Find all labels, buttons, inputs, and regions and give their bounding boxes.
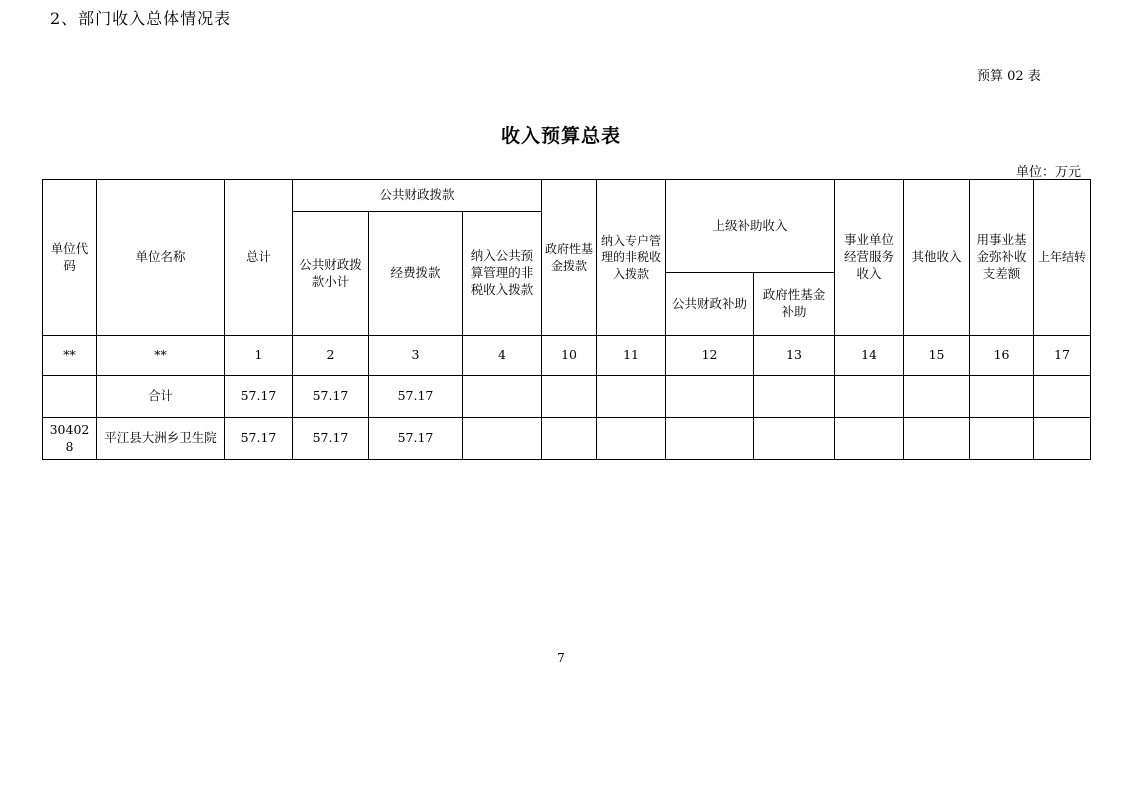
cell-total: 57.17 xyxy=(225,418,293,460)
page-title: 收入预算总表 xyxy=(500,125,621,147)
form-number: 预算 02 表 xyxy=(977,69,1041,84)
header-unit-code: 单位代码 xyxy=(43,180,97,336)
cell-public-finance-subtotal: 57.17 xyxy=(293,418,369,460)
index-cell: 14 xyxy=(835,336,904,376)
cell-empty xyxy=(666,376,754,418)
section-title: 2、部门收入总体情况表 xyxy=(50,9,232,28)
header-public-finance-subsidy: 公共财政补助 xyxy=(666,273,754,336)
page-number: 7 xyxy=(557,651,565,665)
index-cell: 12 xyxy=(666,336,754,376)
header-total: 总计 xyxy=(225,180,293,336)
header-public-finance-subtotal: 公共财政拨款小计 xyxy=(293,212,369,336)
header-non-tax-budget: 纳入公共预算管理的非税收入拨款 xyxy=(463,212,542,336)
cell-empty xyxy=(835,418,904,460)
table-row xyxy=(43,418,1091,460)
header-carryover: 上年结转 xyxy=(1034,180,1091,336)
index-cell: 15 xyxy=(904,336,970,376)
cell-empty xyxy=(542,418,597,460)
header-superior-subsidy: 上级补助收入 xyxy=(666,180,835,273)
cell-empty xyxy=(463,376,542,418)
cell-unit-name: 平江县大洲乡卫生院 xyxy=(97,418,225,460)
index-cell: 16 xyxy=(970,336,1034,376)
cell-empty xyxy=(1034,376,1091,418)
header-other-income: 其他收入 xyxy=(904,180,970,336)
header-public-finance: 公共财政拨款 xyxy=(293,180,542,212)
cell-operating-funds: 57.17 xyxy=(369,376,463,418)
cell-empty xyxy=(597,418,666,460)
cell-empty xyxy=(970,376,1034,418)
cell-empty xyxy=(904,418,970,460)
cell-empty xyxy=(970,418,1034,460)
index-cell: 17 xyxy=(1034,336,1091,376)
unit-label: 单位：万元 xyxy=(1016,165,1082,180)
header-gov-fund-subsidy: 政府性基金补助 xyxy=(754,273,835,336)
header-fund-offset: 用事业基金弥补收支差额 xyxy=(970,180,1034,336)
index-cell: ** xyxy=(43,336,97,376)
cell-public-finance-subtotal: 57.17 xyxy=(293,376,369,418)
column-index-row xyxy=(43,336,1091,376)
table-row xyxy=(43,376,1091,418)
cell-empty xyxy=(597,376,666,418)
cell-empty xyxy=(666,418,754,460)
index-cell: 4 xyxy=(463,336,542,376)
cell-empty xyxy=(835,376,904,418)
cell-empty xyxy=(904,376,970,418)
cell-operating-funds: 57.17 xyxy=(369,418,463,460)
cell-unit-name: 合计 xyxy=(97,376,225,418)
income-budget-table xyxy=(42,179,1091,460)
index-cell: 13 xyxy=(754,336,835,376)
header-special-non-tax: 纳入专户管理的非税收入拨款 xyxy=(597,180,666,336)
cell-empty xyxy=(1034,418,1091,460)
index-cell: 2 xyxy=(293,336,369,376)
cell-empty xyxy=(754,418,835,460)
index-cell: ** xyxy=(97,336,225,376)
index-cell: 3 xyxy=(369,336,463,376)
cell-empty xyxy=(542,376,597,418)
index-cell: 11 xyxy=(597,336,666,376)
cell-unit-code: 304028 xyxy=(43,418,97,460)
index-cell: 10 xyxy=(542,336,597,376)
header-operating-funds: 经费拨款 xyxy=(369,212,463,336)
header-business-income: 事业单位经营服务收入 xyxy=(835,180,904,336)
cell-unit-code xyxy=(43,376,97,418)
cell-empty xyxy=(463,418,542,460)
header-unit-name: 单位名称 xyxy=(97,180,225,336)
index-cell: 1 xyxy=(225,336,293,376)
cell-empty xyxy=(754,376,835,418)
cell-total: 57.17 xyxy=(225,376,293,418)
header-gov-fund: 政府性基金拨款 xyxy=(542,180,597,336)
